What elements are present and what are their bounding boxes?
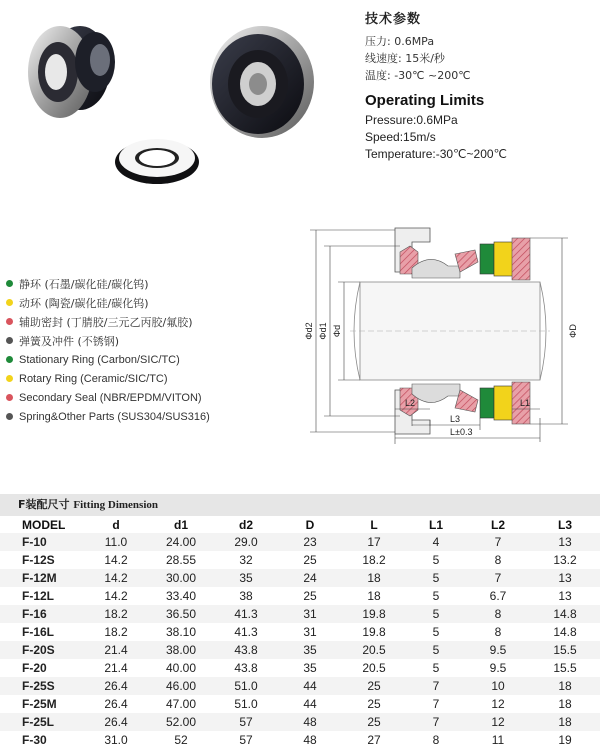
table-row bbox=[0, 587, 600, 605]
dimension-cell: 48 bbox=[303, 715, 317, 729]
label-d1: Φd1 bbox=[318, 322, 328, 340]
dimension-cell: 7 bbox=[432, 697, 440, 711]
table-row bbox=[0, 641, 600, 659]
dimension-cell: 35 bbox=[239, 571, 253, 585]
dimension-cell: 33.40 bbox=[165, 589, 197, 603]
table-title-en: Fitting Dimension bbox=[73, 499, 159, 511]
dimension-cell: 26.4 bbox=[104, 679, 128, 693]
legend-dot-icon bbox=[6, 318, 13, 325]
dimension-cell: 24.00 bbox=[165, 535, 197, 549]
rotary-ring-photo bbox=[115, 139, 199, 184]
dimension-cell: 13.2 bbox=[553, 553, 577, 567]
product-photos bbox=[0, 0, 340, 210]
dimension-cell: 19.8 bbox=[362, 607, 386, 621]
dimension-cell: 43.8 bbox=[234, 661, 258, 675]
seal-photo-side bbox=[28, 26, 115, 118]
dimension-cell: 19 bbox=[558, 733, 572, 747]
dimension-cell: 38.00 bbox=[165, 643, 197, 657]
dimension-cell: 31 bbox=[303, 607, 317, 621]
dimension-cell: 13 bbox=[558, 589, 572, 603]
dimension-cell: 9.5 bbox=[489, 661, 507, 675]
dimension-cell: 20.5 bbox=[362, 643, 386, 657]
dimension-cell: 12 bbox=[491, 697, 505, 711]
dimension-cell: 40.00 bbox=[165, 661, 197, 675]
dimension-cell: 26.4 bbox=[104, 697, 128, 711]
label-L1: L1 bbox=[520, 398, 531, 408]
dimension-cell: 7 bbox=[494, 535, 502, 549]
specs-cn-title: 技术参数 bbox=[365, 12, 422, 27]
dimension-cell: 17 bbox=[367, 535, 381, 549]
label-d2: Φd2 bbox=[304, 322, 314, 340]
dimension-cell: 41.3 bbox=[234, 625, 258, 639]
dimension-cell: 7 bbox=[432, 715, 440, 729]
specs-en-title: Operating Limits bbox=[365, 92, 485, 109]
label-d: Φd bbox=[332, 324, 342, 338]
dimension-cell: 13 bbox=[558, 535, 572, 549]
column-header: L bbox=[370, 517, 378, 532]
dimension-cell: 14.2 bbox=[104, 553, 128, 567]
legend-item bbox=[6, 388, 306, 407]
model-cell: F-12S bbox=[22, 553, 55, 567]
dimension-cell: 44 bbox=[303, 679, 317, 693]
dimension-cell: 29.0 bbox=[234, 535, 258, 549]
dimension-cell: 25 bbox=[367, 697, 381, 711]
dimension-cell: 5 bbox=[432, 625, 440, 639]
operating-limits bbox=[365, 8, 595, 163]
dimension-cell: 52.00 bbox=[165, 715, 197, 729]
seal-cross-section-diagram bbox=[300, 222, 595, 447]
dimension-cell: 9.5 bbox=[489, 643, 507, 657]
legend-label: Stationary Ring (Carbon/SIC/TC) bbox=[19, 353, 180, 366]
dimension-cell: 43.8 bbox=[234, 643, 258, 657]
seal-photo-front bbox=[210, 26, 314, 138]
label-L3: L3 bbox=[450, 414, 461, 424]
dimension-table bbox=[0, 516, 600, 749]
upper-seal-assembly bbox=[400, 238, 530, 280]
label-L: L±0.3 bbox=[450, 427, 473, 437]
spec-en-pressure: Pressure:0.6MPa bbox=[365, 113, 458, 127]
model-cell: F-25L bbox=[22, 715, 55, 729]
table-row bbox=[0, 533, 600, 551]
dimension-cell: 14.2 bbox=[104, 571, 128, 585]
legend-dot-icon bbox=[6, 356, 13, 363]
table-row bbox=[0, 713, 600, 731]
dimension-cell: 8 bbox=[494, 553, 502, 567]
table-row bbox=[0, 659, 600, 677]
dimension-cell: 7 bbox=[432, 679, 440, 693]
table-row bbox=[0, 677, 600, 695]
dimension-cell: 18.2 bbox=[362, 553, 386, 567]
legend-dot-icon bbox=[6, 375, 13, 382]
table-row bbox=[0, 623, 600, 641]
table-row bbox=[0, 605, 600, 623]
model-cell: F-25M bbox=[22, 697, 57, 711]
legend-dot-icon bbox=[6, 337, 13, 344]
dimension-cell: 5 bbox=[432, 661, 440, 675]
dimension-cell: 18 bbox=[367, 589, 381, 603]
dimension-cell: 25 bbox=[303, 553, 317, 567]
dimension-cell: 18.2 bbox=[104, 625, 128, 639]
spec-cn-speed: 线速度: 15米/秒 bbox=[365, 52, 445, 65]
column-header: D bbox=[305, 517, 315, 532]
dimension-cell: 57 bbox=[239, 715, 253, 729]
dimension-cell: 36.50 bbox=[165, 607, 197, 621]
dimension-cell: 5 bbox=[432, 607, 440, 621]
model-cell: F-25S bbox=[22, 679, 55, 693]
dimension-cell: 48 bbox=[303, 733, 317, 747]
dimension-cell: 14.2 bbox=[104, 589, 128, 603]
dimension-cell: 5 bbox=[432, 589, 440, 603]
model-cell: F-30 bbox=[22, 733, 47, 747]
table-title bbox=[0, 494, 600, 516]
legend-item bbox=[6, 293, 306, 312]
legend-dot-icon bbox=[6, 280, 13, 287]
column-header: d2 bbox=[238, 517, 253, 532]
dimension-cell: 25 bbox=[367, 679, 381, 693]
table-row bbox=[0, 695, 600, 713]
dimension-cell: 27 bbox=[367, 733, 381, 747]
legend-item bbox=[6, 312, 306, 331]
dimension-cell: 44 bbox=[303, 697, 317, 711]
dimension-cell: 15.5 bbox=[553, 661, 577, 675]
table-row bbox=[0, 551, 600, 569]
model-cell: F-12L bbox=[22, 589, 55, 603]
legend-item bbox=[6, 407, 306, 426]
column-header: L3 bbox=[557, 517, 572, 532]
dimension-cell: 18 bbox=[367, 571, 381, 585]
dimension-cell: 18 bbox=[558, 697, 572, 711]
lower-seal-assembly bbox=[400, 382, 530, 424]
dimension-cell: 35 bbox=[303, 643, 317, 657]
label-L2: L2 bbox=[405, 398, 416, 408]
legend-item bbox=[6, 350, 306, 369]
legend-label: Rotary Ring (Ceramic/SIC/TC) bbox=[19, 372, 168, 385]
model-cell: F-12M bbox=[22, 571, 57, 585]
table-title-cn: F装配尺寸 bbox=[18, 498, 70, 511]
legend-label: 动环 (陶瓷/碳化硅/碳化钨) bbox=[19, 296, 149, 310]
dimension-cell: 51.0 bbox=[234, 679, 258, 693]
dimension-cell: 6.7 bbox=[489, 589, 507, 603]
legend-item bbox=[6, 274, 306, 293]
column-header: L1 bbox=[428, 517, 443, 532]
spec-en-speed: Speed:15m/s bbox=[365, 130, 436, 144]
dimension-cell: 13 bbox=[558, 571, 572, 585]
dimension-cell: 31 bbox=[303, 625, 317, 639]
dimension-cell: 18.2 bbox=[104, 607, 128, 621]
dimension-cell: 41.3 bbox=[234, 607, 258, 621]
dimension-cell: 32 bbox=[239, 553, 253, 567]
dimension-cell: 7 bbox=[494, 571, 502, 585]
column-header: L2 bbox=[490, 517, 505, 532]
legend-label: 弹簧及冲件 (不锈钢) bbox=[19, 334, 120, 348]
table-row bbox=[0, 569, 600, 587]
dimension-cell: 47.00 bbox=[165, 697, 197, 711]
dimension-cell: 8 bbox=[494, 625, 502, 639]
dimension-cell: 5 bbox=[432, 571, 440, 585]
dimension-cell: 19.8 bbox=[362, 625, 386, 639]
legend-dot-icon bbox=[6, 413, 13, 420]
dimension-cell: 5 bbox=[432, 553, 440, 567]
table-header-row bbox=[0, 516, 600, 533]
spec-en-temperature: Temperature:-30℃~200℃ bbox=[365, 147, 508, 161]
model-cell: F-16 bbox=[22, 607, 47, 621]
dimension-cell: 8 bbox=[432, 733, 440, 747]
dimension-cell: 46.00 bbox=[165, 679, 197, 693]
label-D: ΦD bbox=[568, 324, 578, 338]
dimension-cell: 25 bbox=[367, 715, 381, 729]
dimension-cell: 51.0 bbox=[234, 697, 258, 711]
legend-label: 辅助密封 (丁腈胶/三元乙丙胶/氟胶) bbox=[19, 315, 193, 329]
dimension-cell: 28.55 bbox=[165, 553, 197, 567]
dimension-cell: 15.5 bbox=[553, 643, 577, 657]
dimension-cell: 38.10 bbox=[165, 625, 197, 639]
dimension-cell: 52 bbox=[174, 733, 188, 747]
dimension-cell: 24 bbox=[303, 571, 317, 585]
dimension-cell: 4 bbox=[432, 535, 440, 549]
dimension-cell: 57 bbox=[239, 733, 253, 747]
model-cell: F-20 bbox=[22, 661, 47, 675]
legend-label: Secondary Seal (NBR/EPDM/VITON) bbox=[19, 391, 202, 404]
fitting-dimension-table bbox=[0, 494, 600, 747]
dimension-cell: 23 bbox=[303, 535, 317, 549]
dimension-cell: 35 bbox=[303, 661, 317, 675]
dimension-cell: 18 bbox=[558, 679, 572, 693]
shaft bbox=[350, 282, 550, 380]
column-header: MODEL bbox=[22, 517, 66, 532]
legend-item bbox=[6, 331, 306, 350]
dimension-cell: 12 bbox=[491, 715, 505, 729]
dimension-cell: 30.00 bbox=[165, 571, 197, 585]
dimension-cell: 14.8 bbox=[553, 625, 577, 639]
dimension-cell: 31.0 bbox=[104, 733, 128, 747]
legend-dot-icon bbox=[6, 299, 13, 306]
dimension-cell: 25 bbox=[303, 589, 317, 603]
dimension-cell: 10 bbox=[491, 679, 505, 693]
model-cell: F-16L bbox=[22, 625, 55, 639]
dimension-cell: 21.4 bbox=[104, 661, 128, 675]
material-legend bbox=[6, 274, 306, 426]
legend-item bbox=[6, 369, 306, 388]
dimension-cell: 8 bbox=[494, 607, 502, 621]
dimension-cell: 5 bbox=[432, 643, 440, 657]
dimension-cell: 14.8 bbox=[553, 607, 577, 621]
dimension-cell: 18 bbox=[558, 715, 572, 729]
model-cell: F-20S bbox=[22, 643, 55, 657]
legend-label: 静环 (石墨/碳化硅/碳化钨) bbox=[19, 277, 149, 291]
dimension-cell: 21.4 bbox=[104, 643, 128, 657]
dimension-cell: 38 bbox=[239, 589, 253, 603]
legend-label: Spring&Other Parts (SUS304/SUS316) bbox=[19, 410, 210, 423]
dimension-cell: 11.0 bbox=[104, 535, 128, 549]
dimension-cell: 26.4 bbox=[104, 715, 128, 729]
column-header: d1 bbox=[173, 517, 188, 532]
dimension-cell: 11 bbox=[491, 733, 505, 747]
column-header: d bbox=[112, 517, 120, 532]
model-cell: F-10 bbox=[22, 535, 47, 549]
spec-cn-temperature: 温度: -30℃ ~200℃ bbox=[365, 69, 471, 82]
dimension-cell: 20.5 bbox=[362, 661, 386, 675]
spec-cn-pressure: 压力: 0.6MPa bbox=[365, 35, 435, 48]
legend-dot-icon bbox=[6, 394, 13, 401]
